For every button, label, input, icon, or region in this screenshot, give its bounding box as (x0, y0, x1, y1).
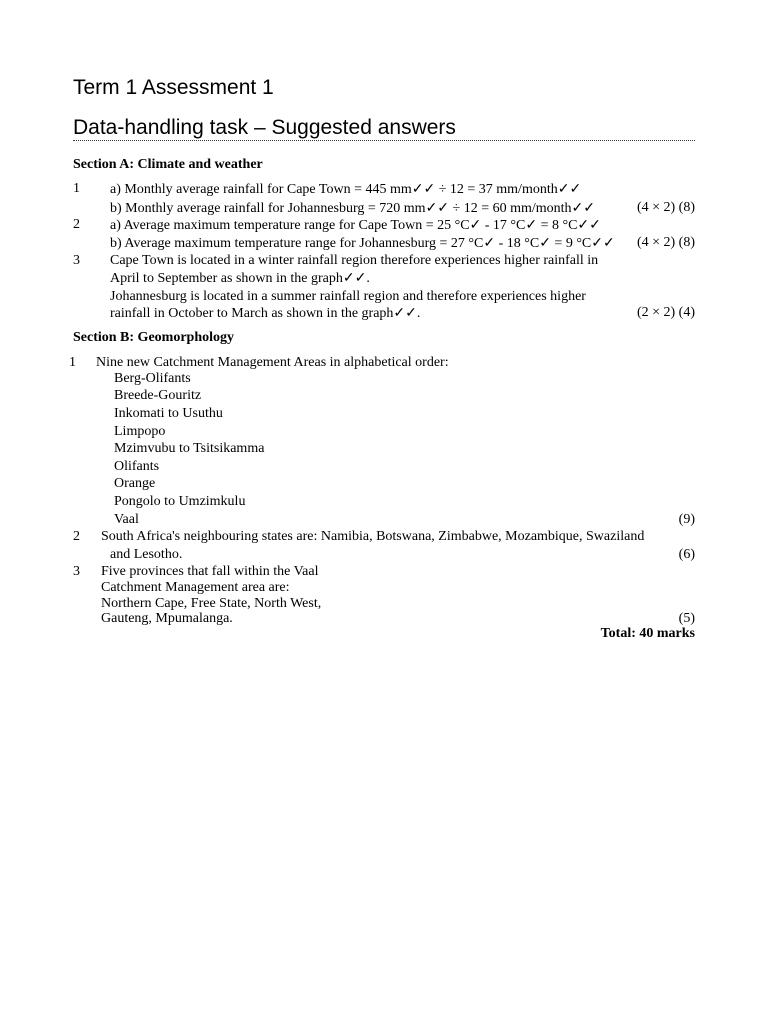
answer-line: Gauteng, Mpumalanga. (101, 611, 233, 626)
answer-line: rainfall in October to March as shown in the graph✓✓. (110, 306, 421, 321)
list-item: Inkomati to Usuthu (114, 406, 223, 421)
marks-label: (4 × 2) (8) (636, 235, 695, 250)
answer-line: Five provinces that fall within the Vaal (101, 564, 319, 579)
answer-line: Catchment Management area are: (101, 580, 290, 595)
list-item: Vaal (114, 512, 139, 527)
list-item: Mzimvubu to Tsitsikamma (114, 441, 265, 456)
marks-label: (2 × 2) (4) (636, 305, 695, 320)
marks-label: (5) (678, 611, 695, 626)
question-number: 1 (69, 355, 76, 370)
answer-line: a) Monthly average rainfall for Cape Town = 445 mm✓✓ ÷ 12 = 37 mm/month✓✓ (110, 182, 582, 197)
answer-line: Nine new Catchment Management Areas in alphabetical order: (96, 355, 449, 370)
section-a-heading: Section A: Climate and weather (73, 157, 263, 172)
answer-line: Cape Town is located in a winter rainfall region therefore experiences higher rainfall in (110, 253, 599, 268)
answer-line: April to September as shown in the graph✓✓. (110, 271, 370, 286)
question-number: 1 (73, 181, 80, 196)
answer-line: and Lesotho. (110, 547, 183, 562)
answer-line: b) Average maximum temperature range for Johannesburg = 27 °C✓ - 18 °C✓ = 9 °C✓✓ (110, 236, 615, 251)
answer-line: Northern Cape, Free State, North West, (101, 596, 322, 611)
marks-label: (6) (678, 547, 695, 562)
page-subtitle: Data-handling task – Suggested answers (73, 116, 456, 139)
page-title: Term 1 Assessment 1 (73, 76, 274, 99)
list-item: Orange (114, 476, 156, 491)
question-number: 2 (73, 529, 80, 544)
list-item: Olifants (114, 459, 160, 474)
section-b-heading: Section B: Geomorphology (73, 330, 234, 345)
question-number: 3 (73, 564, 80, 579)
answer-line: South Africa's neighbouring states are: Namibia, Botswana, Zimbabwe, Mozambique, Swaziland (101, 529, 645, 544)
marks-label: (4 × 2) (8) (636, 200, 695, 215)
list-item: Pongolo to Umzimkulu (114, 494, 246, 509)
list-item: Berg-Olifants (114, 371, 191, 386)
list-item: Breede-Gouritz (114, 388, 202, 403)
question-number: 3 (73, 253, 80, 268)
answer-line: b) Monthly average rainfall for Johannesburg = 720 mm✓✓ ÷ 12 = 60 mm/month✓✓ (110, 201, 596, 216)
list-item: Limpopo (114, 424, 166, 439)
total-marks: Total: 40 marks (600, 626, 695, 641)
title-divider (73, 140, 695, 141)
marks-label: (9) (678, 512, 695, 527)
question-number: 2 (73, 217, 80, 232)
answer-line: Johannesburg is located in a summer rainfall region and therefore experiences higher (110, 289, 586, 304)
answer-line: a) Average maximum temperature range for Cape Town = 25 °C✓ - 17 °C✓ = 8 °C✓✓ (110, 218, 601, 233)
